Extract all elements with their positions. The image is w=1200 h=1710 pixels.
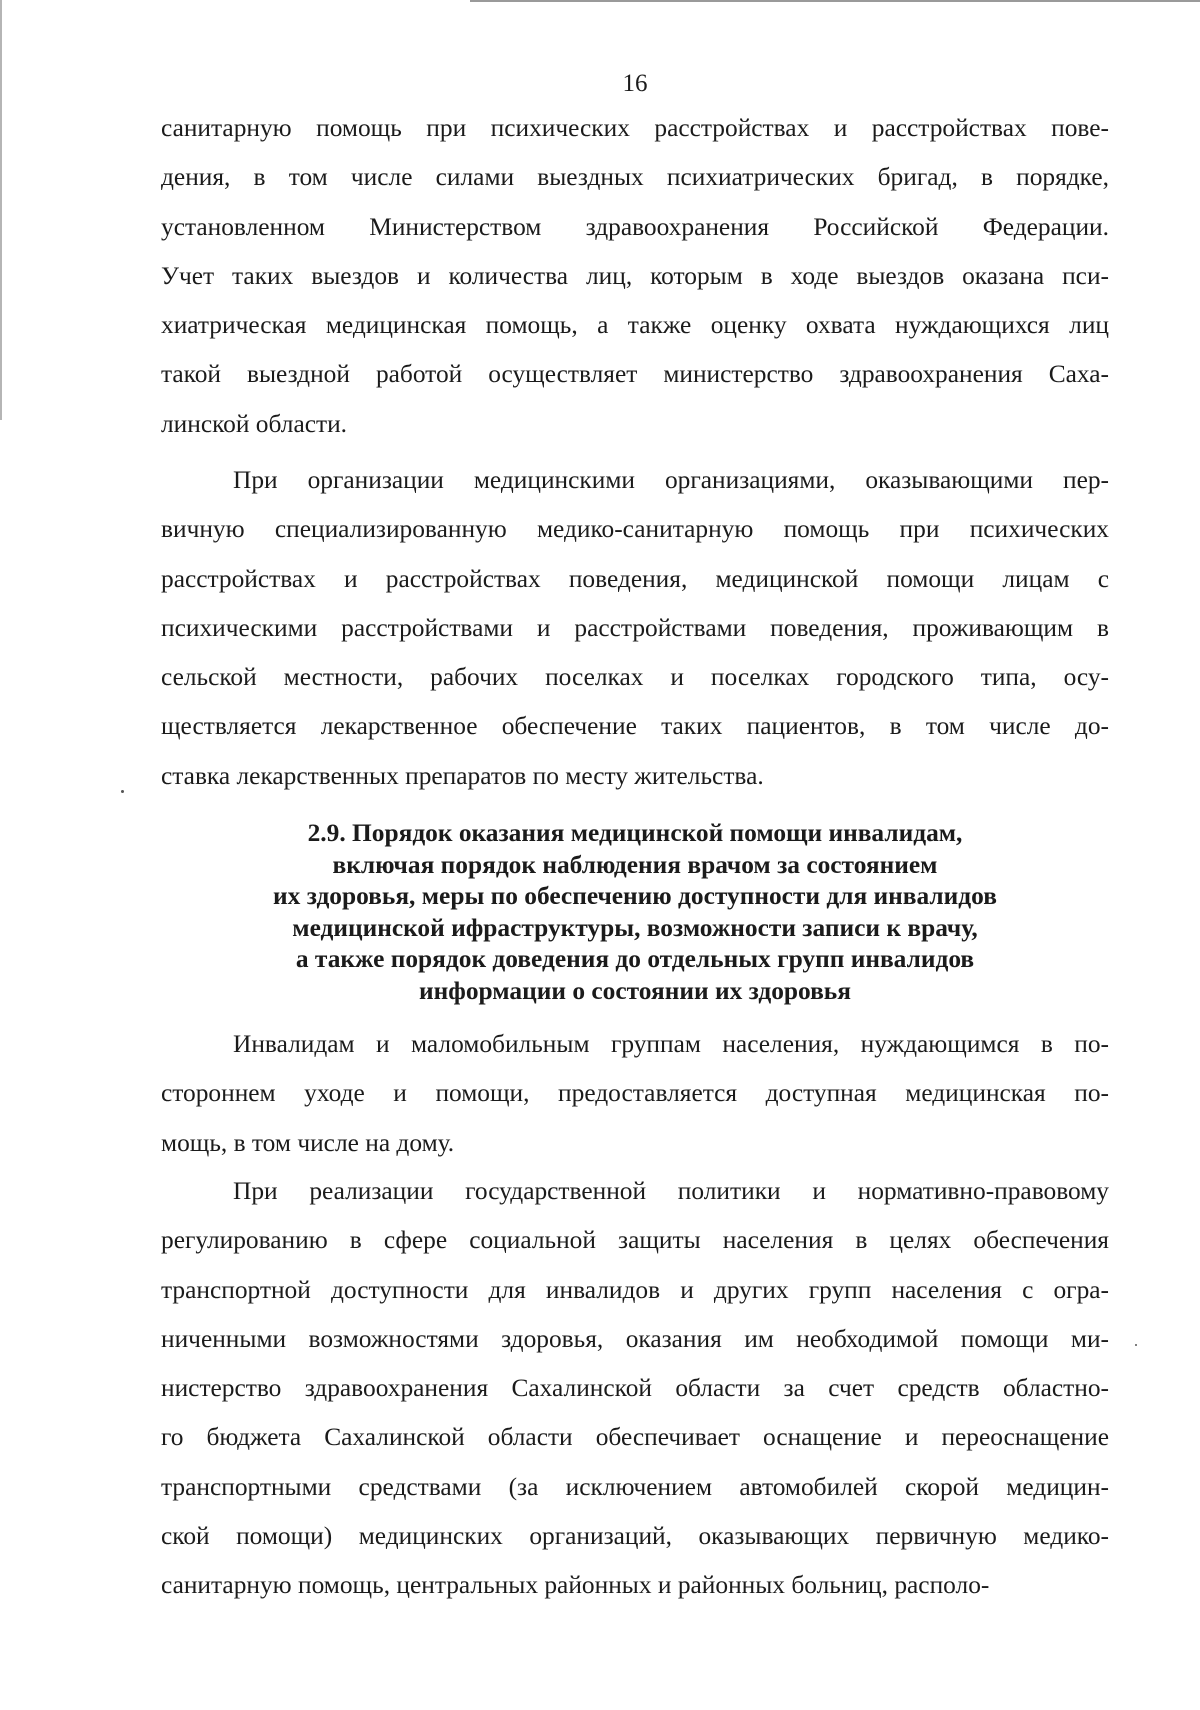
text-line: дения, в том числе силами выездных психиатрических бригад, в порядке, xyxy=(161,163,1109,192)
text-line: такой выездной работой осуществляет министерство здравоохранения Саха- xyxy=(161,360,1109,389)
paragraph-disabled-care xyxy=(161,1020,1109,1168)
paragraph-continued xyxy=(161,104,1109,449)
text-line: установленном Министерством здравоохранения Российской Федерации. xyxy=(161,212,1109,241)
heading-line: а также порядок доведения до отдельных групп инвалидов xyxy=(295,945,975,973)
heading-line: включая порядок наблюдения врачом за состоянием xyxy=(332,850,938,879)
text-line: Учет таких выездов и количества лиц, которым в ходе выездов оказана пси- xyxy=(161,261,1109,290)
text-line: Инвалидам и маломобильным группам населения, нуждающимся в по- xyxy=(233,1030,1109,1058)
heading-line: 2.9. Порядок оказания медицинской помощи инвалидам, xyxy=(307,819,963,847)
page-number: 16 xyxy=(622,70,648,97)
text-line: ской помощи) медицинских организаций, оказывающих первичную медико- xyxy=(161,1522,1109,1551)
text-line: ставка лекарственных препаратов по месту жительства. xyxy=(161,761,764,790)
scan-edge-top xyxy=(470,0,1200,2)
text-line: вичную специализированную медико-санитарную помощь при психических xyxy=(161,515,1109,544)
scan-speck xyxy=(1135,1344,1137,1346)
text-line: При реализации государственной политики и нормативно-правовому xyxy=(233,1177,1109,1205)
text-line: хиатрическая медицинская помощь, а также оценку охвата нуждающихся лиц xyxy=(161,311,1109,340)
heading-line: информации о состоянии их здоровья xyxy=(419,976,851,1005)
text-line: стороннем уходе и помощи, предоставляется доступная медицинская по- xyxy=(161,1079,1109,1108)
paragraph-psychiatric-drug-provision xyxy=(161,456,1109,801)
text-line: При организации медицинскими организациями, оказывающими пер- xyxy=(233,466,1109,494)
section-heading xyxy=(161,818,1109,1007)
text-line: санитарную помощь при психических расстройствах и расстройствах пове- xyxy=(161,114,1109,142)
text-line: расстройствах и расстройствах поведения, медицинской помощи лицам с xyxy=(161,564,1109,593)
scan-edge-left xyxy=(0,0,2,420)
scan-speck xyxy=(121,790,124,793)
heading-line: их здоровья, меры по обеспечению доступности для инвалидов xyxy=(273,882,997,910)
text-line: транспортной доступности для инвалидов и других групп населения с огра- xyxy=(161,1275,1109,1304)
paragraph-transport-accessibility xyxy=(161,1167,1109,1611)
text-line: сельской местности, рабочих поселках и поселках городского типа, осу- xyxy=(161,663,1109,692)
text-line: го бюджета Сахалинской области обеспечивает оснащение и переоснащение xyxy=(161,1423,1109,1452)
text-line: транспортными средствами (за исключением автомобилей скорой медицин- xyxy=(161,1472,1109,1501)
heading-line: медицинской ифраструктуры, возможности записи к врачу, xyxy=(292,913,978,942)
text-line: ществляется лекарственное обеспечение таких пациентов, в том числе до- xyxy=(161,712,1109,741)
text-line: ниченными возможностями здоровья, оказания им необходимой помощи ми- xyxy=(161,1324,1109,1353)
text-line: психическими расстройствами и расстройствами поведения, проживающим в xyxy=(161,613,1109,642)
text-line: мощь, в том числе на дому. xyxy=(161,1128,455,1157)
text-line: санитарную помощь, центральных районных и районных больниц, располо- xyxy=(161,1571,990,1600)
text-line: нистерство здравоохранения Сахалинской области за счет средств областно- xyxy=(161,1374,1109,1403)
text-line: линской области. xyxy=(161,409,348,438)
text-line: регулированию в сфере социальной защиты населения в целях обеспечения xyxy=(161,1226,1109,1255)
